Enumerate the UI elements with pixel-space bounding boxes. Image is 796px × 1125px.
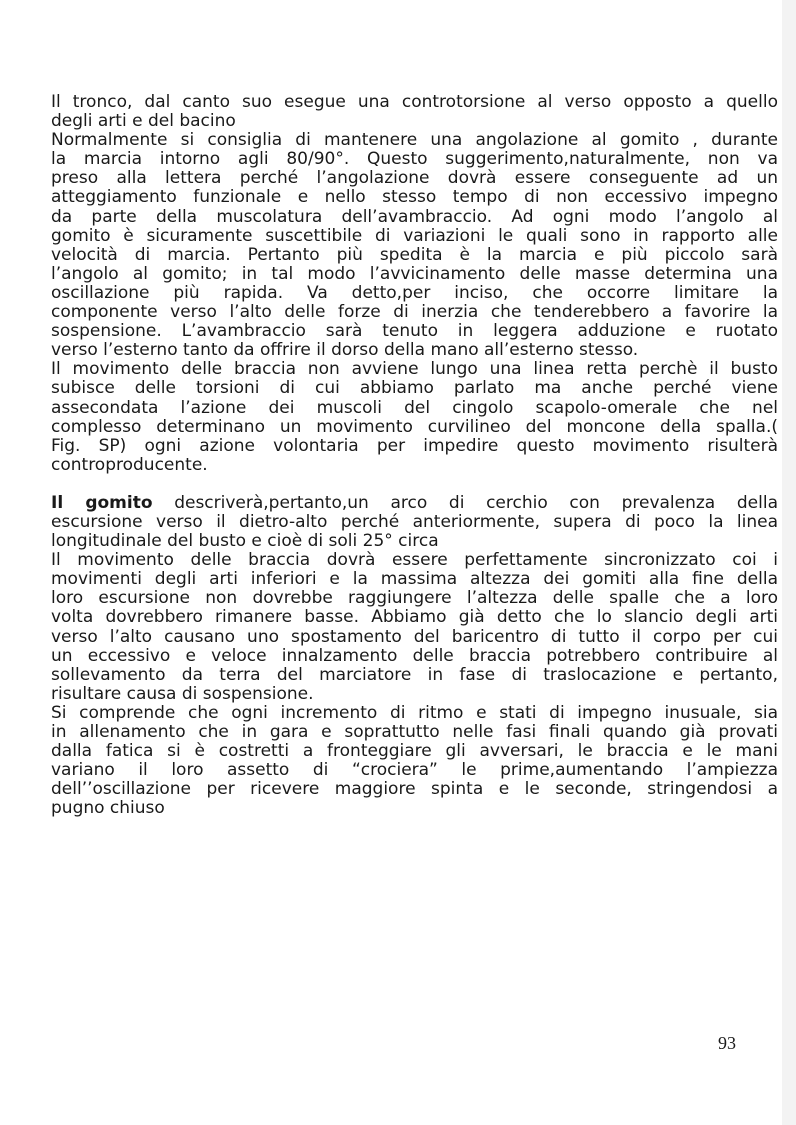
text-line: verso l’alto causano uno spostamento del baricentro di tutto il corpo per cui [51, 626, 778, 647]
text-line: in allenamento che in gara e soprattutto nelle fasi finali quando già provati [51, 722, 778, 742]
text-line: pugno chiuso [51, 798, 165, 819]
text-line: Normalmente si consiglia di mantenere una angolazione al gomito , durante [51, 130, 778, 151]
text-line: movimenti degli arti inferiori e la massima altezza dei gomiti alla fine della [51, 569, 778, 590]
text-line: volta dovrebbero rimanere basse. Abbiamo già detto che lo slancio degli arti [51, 607, 778, 628]
text-line: da parte della muscolatura dell’avambraccio. Ad ogni modo l’angolo al [51, 206, 778, 227]
text-line: gomito è sicuramente suscettibile di variazioni le quali sono in rapporto alle [51, 225, 778, 246]
text-line: controproducente. [51, 454, 208, 475]
text-line: un eccessivo e veloce innalzamento delle braccia potrebbero contribuire al [51, 645, 778, 666]
text-line [51, 494, 778, 513]
text-line: loro escursione non dovrebbe raggiungere l’altezza delle spalle che a loro [51, 588, 778, 609]
paragraph [51, 93, 778, 131]
text-line: velocità di marcia. Pertanto più spedita è la marcia e più piccolo sarà [51, 244, 778, 265]
text-line: degli arti e del bacino [51, 111, 236, 132]
text-line: Il movimento delle braccia non avviene lungo una linea retta perchè il busto [51, 359, 778, 380]
paragraph [51, 551, 778, 704]
text-line: sospensione. L’avambraccio sarà tenuto in leggera adduzione e ruotato [51, 321, 778, 342]
text-line: variano il loro assetto di “crociera” le prime,aumentando l’ampiezza [51, 760, 778, 781]
paragraph [51, 360, 778, 475]
text-line: complesso determinano un movimento curvilineo del moncone della spalla.( [51, 416, 778, 437]
page-body [51, 93, 778, 818]
text-line: escursione verso il dietro-alto perché anteriormente, supera di poco la linea [51, 511, 778, 532]
page-edge-shadow [782, 0, 796, 1125]
text-line: Il tronco, dal canto suo esegue una controtorsione al verso opposto a quello [51, 92, 778, 112]
text-line: la marcia intorno agli 80/90°. Questo suggerimento,naturalmente, non va [51, 149, 778, 170]
text-line: longitudinale del busto e cioè di soli 25° circa [51, 531, 439, 552]
text-line: subisce delle torsioni di cui abbiamo parlato ma anche perché viene [51, 378, 778, 399]
paragraph-gap [51, 475, 778, 494]
text-line: Fig. SP) ogni azione volontaria per impedire questo movimento risulterà [51, 435, 778, 456]
text-line: Il movimento delle braccia dovrà essere perfettamente sincronizzato coi i [51, 550, 778, 571]
text-line: dalla fatica si è costretti a fronteggiare gli avversari, le braccia e le mani [51, 741, 778, 762]
text-line: oscillazione più rapida. Va detto,per inciso, che occorre limitare la [51, 282, 778, 303]
text-run: descriverà,pertanto,un arco di cerchio con prevalenza della [152, 492, 778, 513]
text-line: risultare causa di sospensione. [51, 683, 314, 704]
text-line: dell’’oscillazione per ricevere maggiore spinta e le seconde, stringendosi a [51, 779, 778, 800]
text-line: Si comprende che ogni incremento di ritmo e stati di impegno inusuale, sia [51, 702, 778, 723]
text-line: preso alla lettera perché l’angolazione dovrà essere conseguente ad un [51, 168, 778, 189]
paragraph [51, 704, 778, 819]
paragraph [51, 131, 778, 360]
text-line: atteggiamento funzionale e nello stesso tempo di non eccessivo impegno [51, 187, 778, 208]
paragraph [51, 494, 778, 551]
bold-heading-term: Il gomito [51, 492, 153, 513]
text-line: componente verso l’alto delle forze di inerzia che tenderebbero a favorire la [51, 302, 778, 323]
text-line: verso l’esterno tanto da offrire il dorso della mano all’esterno stesso. [51, 340, 639, 361]
page-number: 93 [718, 1033, 736, 1053]
text-line: sollevamento da terra del marciatore in fase di traslocazione e pertanto, [51, 664, 778, 685]
text-line: l’angolo al gomito; in tal modo l’avvicinamento delle masse determina una [51, 263, 778, 284]
text-line: assecondata l’azione dei muscoli del cingolo scapolo-omerale che nel [51, 397, 778, 418]
